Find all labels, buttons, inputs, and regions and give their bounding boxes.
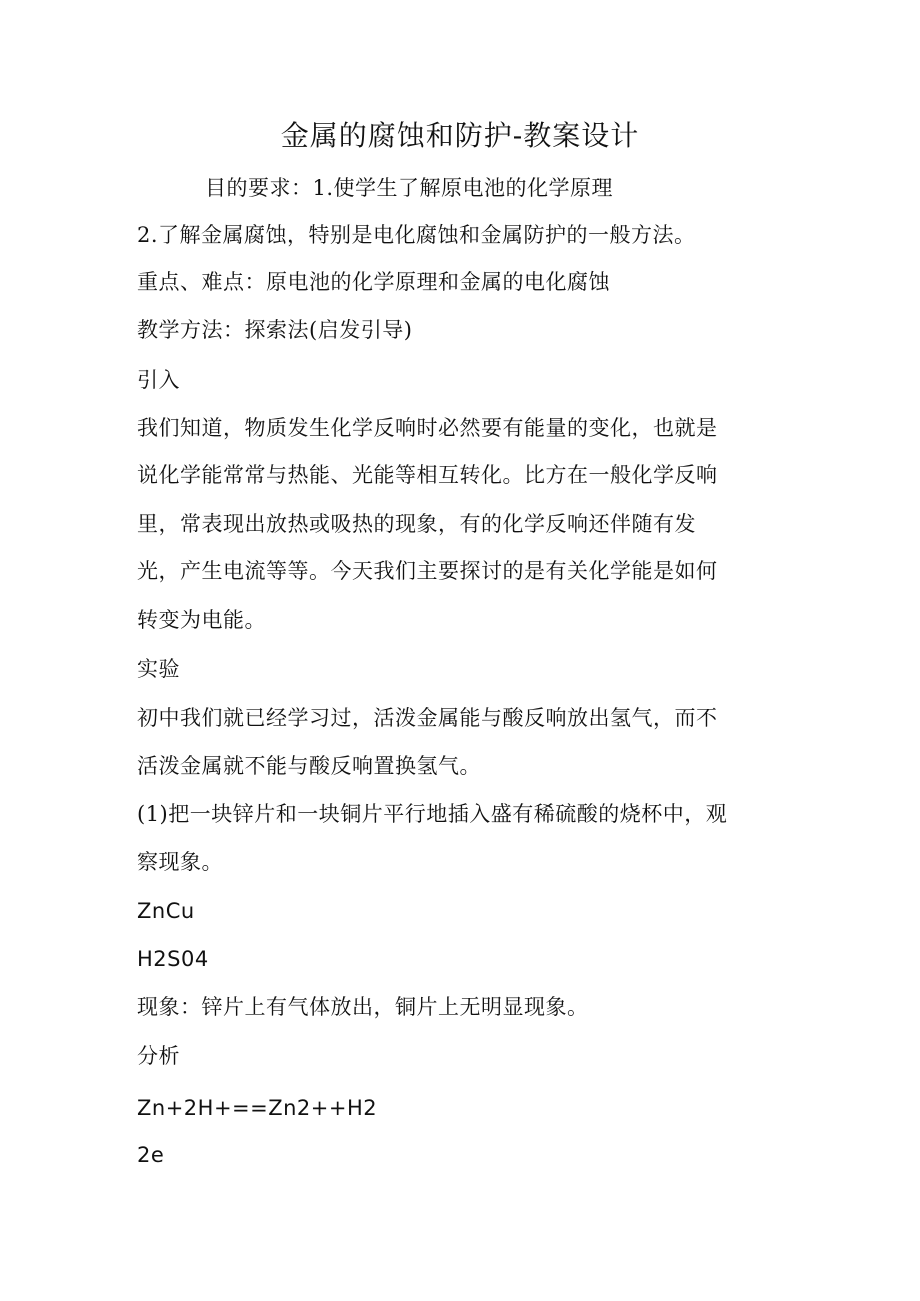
teaching-method-line: 教学方法：探索法(启发引导) bbox=[137, 318, 413, 342]
electron-transfer-label: 2e bbox=[137, 1143, 165, 1167]
paragraph-line: 光，产生电流等等。今天我们主要探讨的是有关化学能是如何 bbox=[137, 559, 718, 583]
paragraph-line: 说化学能常常与热能、光能等相互转化。比方在一般化学反响 bbox=[137, 463, 718, 487]
key-points-line: 重点、难点：原电池的化学原理和金属的电化腐蚀 bbox=[137, 270, 610, 294]
reaction-equation: Zn+2H+==Zn2++H2 bbox=[137, 1096, 378, 1120]
paragraph-line: 察现象。 bbox=[137, 850, 223, 874]
objective-line-2: 2.了解金属腐蚀，特别是电化腐蚀和金属防护的一般方法。 bbox=[137, 223, 696, 247]
document-title: 金属的腐蚀和防护-教案设计 bbox=[280, 119, 640, 152]
paragraph-line: (1)把一块锌片和一块铜片平行地插入盛有稀硫酸的烧杯中，观 bbox=[137, 802, 728, 826]
section-heading-experiment: 实验 bbox=[137, 657, 180, 681]
electrode-label: ZnCu bbox=[137, 899, 195, 923]
paragraph-line: 转变为电能。 bbox=[137, 608, 266, 632]
objective-line-1: 目的要求：1.使学生了解原电池的化学原理 bbox=[205, 176, 614, 200]
paragraph-line: 初中我们就已经学习过，活泼金属能与酸反响放出氢气，而不 bbox=[137, 706, 718, 730]
paragraph-line: 我们知道，物质发生化学反响时必然要有能量的变化，也就是 bbox=[137, 416, 718, 440]
paragraph-line: 里，常表现出放热或吸热的现象，有的化学反响还伴随有发 bbox=[137, 512, 696, 536]
section-heading-analysis: 分析 bbox=[137, 1044, 180, 1068]
electrolyte-label: H2S04 bbox=[137, 947, 209, 971]
observation-line: 现象：锌片上有气体放出，铜片上无明显现象。 bbox=[137, 995, 589, 1019]
paragraph-line: 活泼金属就不能与酸反响置换氢气。 bbox=[137, 754, 481, 778]
section-heading-introduction: 引入 bbox=[137, 368, 180, 392]
